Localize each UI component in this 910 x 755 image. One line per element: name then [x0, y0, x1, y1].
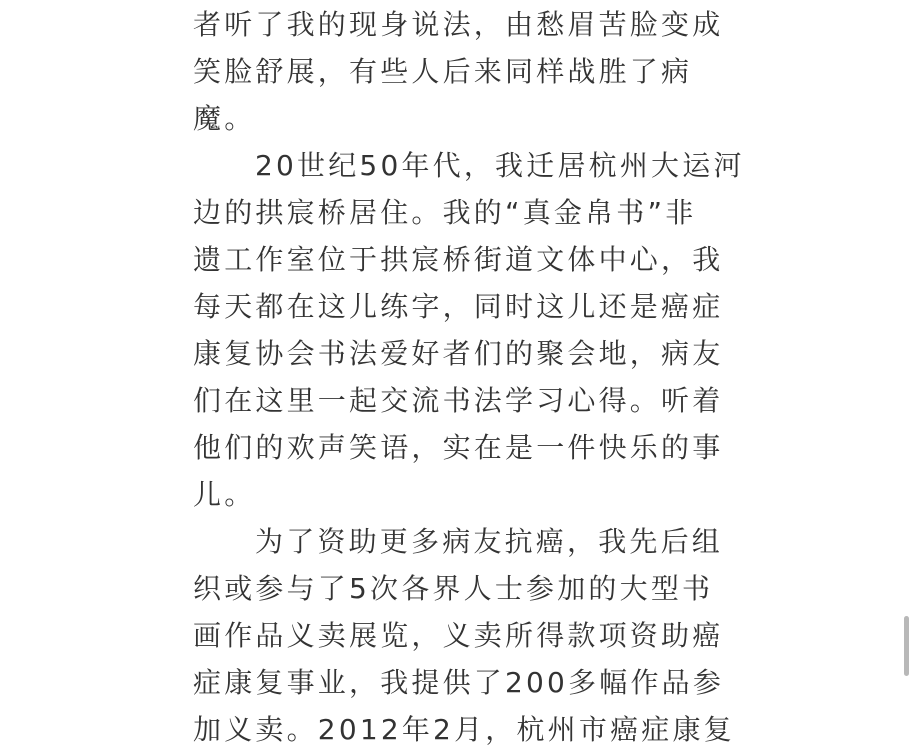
paragraph-line: 笑脸舒展，有些人后来同样战胜了病: [193, 55, 693, 88]
paragraph-line: 康复协会书法爱好者们的聚会地，病友: [193, 337, 724, 370]
vertical-scrollbar[interactable]: [904, 616, 909, 676]
paragraph-line: 遗工作室位于拱宸桥街道文体中心，我: [193, 243, 724, 276]
paragraph-line: 边的拱宸桥居住。我的“真金帛书”非: [193, 196, 697, 229]
paragraph-line: 儿。: [193, 478, 256, 511]
paragraph-line: 症康复事业，我提供了200多幅作品参: [193, 666, 725, 699]
paragraph-line: 织或参与了5次各界人士参加的大型书: [193, 572, 714, 605]
paragraph-line: 为了资助更多病友抗癌，我先后组: [255, 525, 724, 558]
paragraph-line: 画作品义卖展览，义卖所得款项资助癌: [193, 619, 724, 652]
paragraph-line: 每天都在这儿练字，同时这儿还是癌症: [193, 290, 724, 323]
paragraph-line: 者听了我的现身说法，由愁眉苦脸变成: [193, 8, 724, 41]
article-body: [193, 0, 745, 753]
paragraph-line: 20世纪50年代，我迁居杭州大运河: [255, 149, 745, 182]
paragraph-line: 他们的欢声笑语，实在是一件快乐的事: [193, 431, 724, 464]
paragraph-line: 们在这里一起交流书法学习心得。听着: [193, 384, 724, 417]
paragraph-line: 魔。: [193, 102, 256, 135]
paragraph-line: 加义卖。2012年2月，杭州市癌症康复: [193, 713, 735, 746]
